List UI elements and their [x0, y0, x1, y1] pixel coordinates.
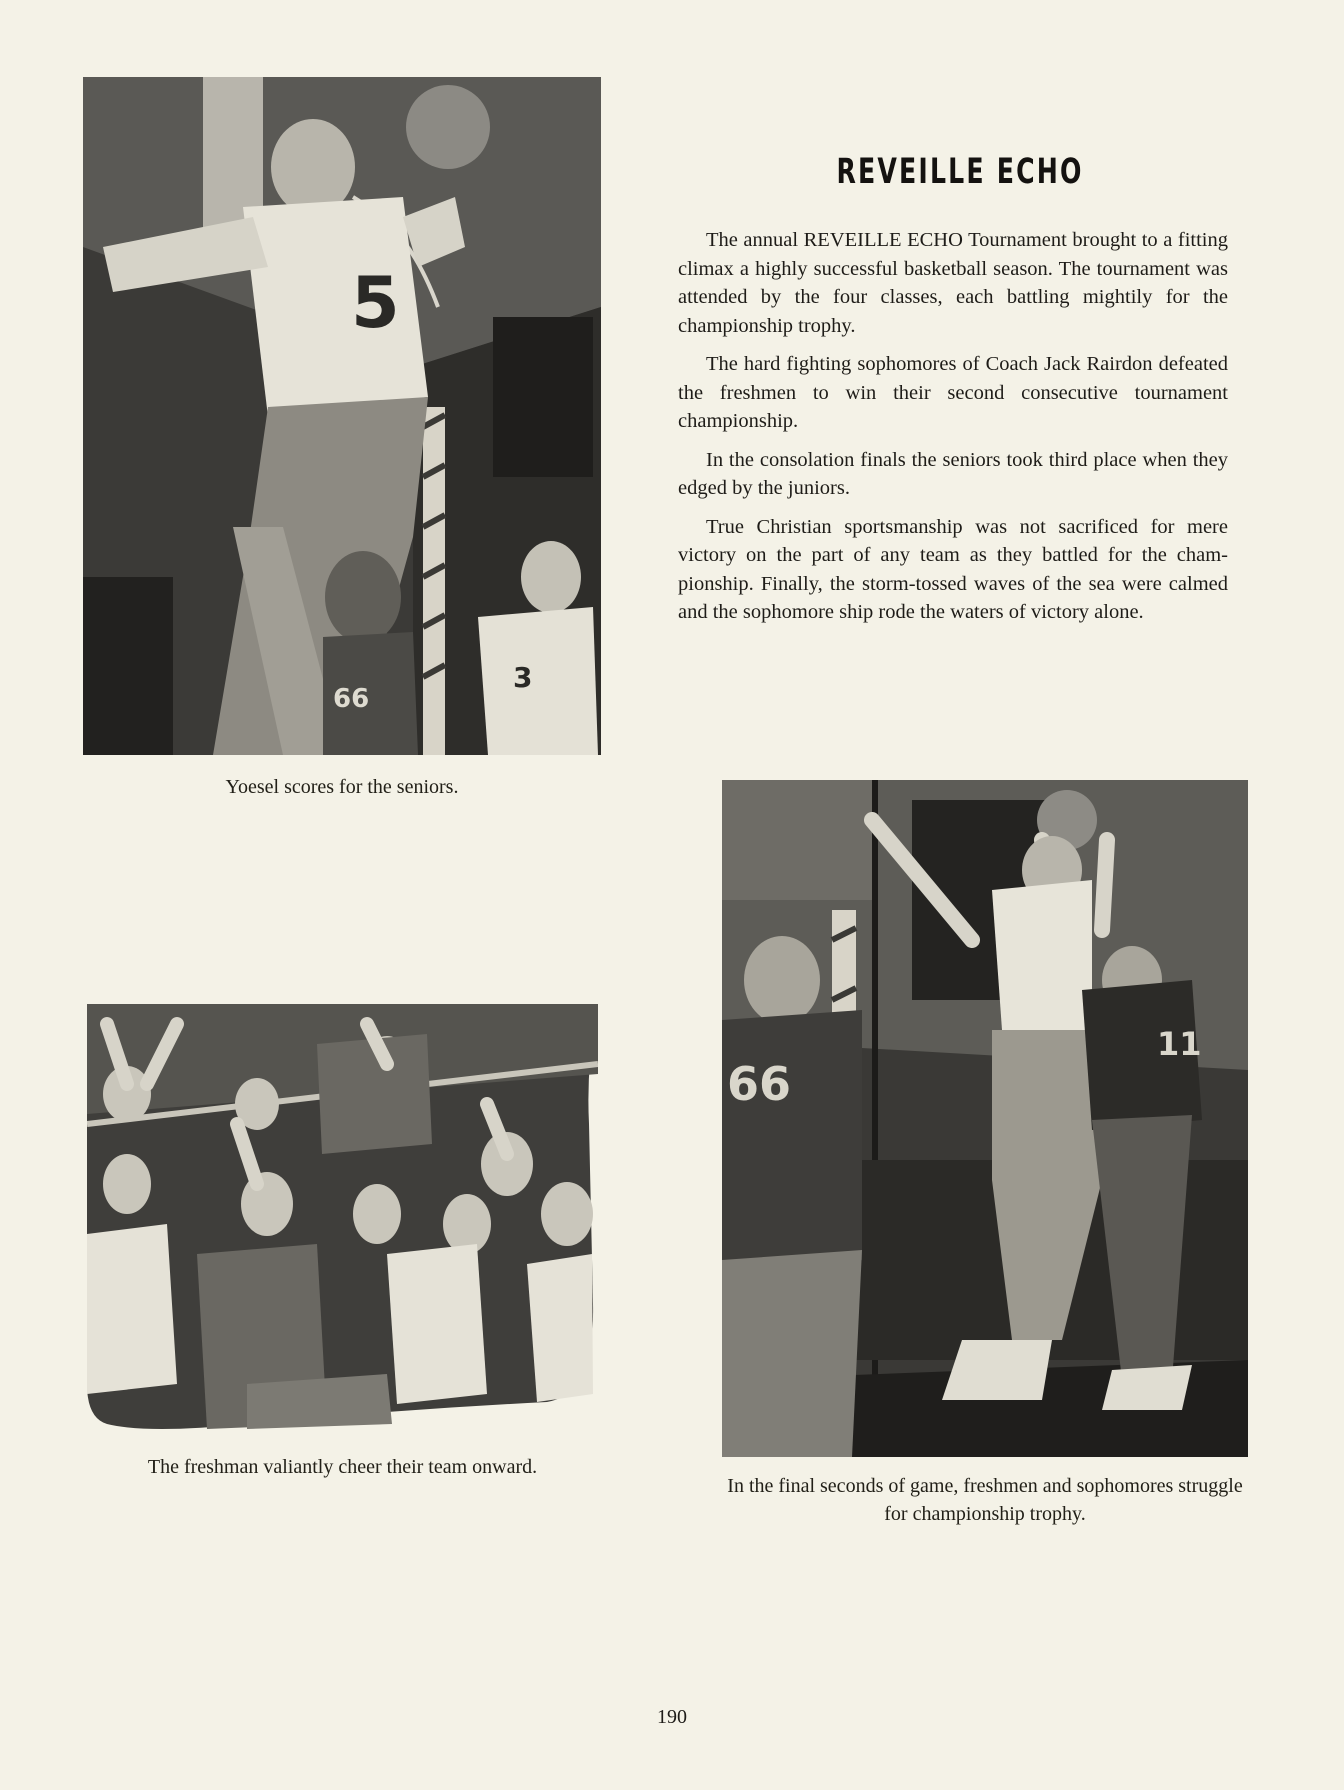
jersey-number-3: 3: [513, 661, 533, 694]
caption-final-seconds: In the final seconds of game, freshmen and sophomores struggle for championship trophy.: [727, 1475, 1243, 1525]
jersey-number-66: 66: [727, 1057, 792, 1111]
photo-final-seconds-image: [722, 780, 1248, 1457]
page-title: REVEILLE ECHO: [836, 152, 1084, 192]
article-body: [678, 226, 1228, 637]
article-paragraph-3: In the consolation finals the seniors took third place when they edged by the juniors.: [678, 448, 1228, 499]
jersey-number-66: 66: [333, 684, 370, 714]
photo-freshman-cheer: [87, 1004, 598, 1434]
jersey-number-11: 11: [1157, 1025, 1202, 1063]
jersey-number-5: 5: [351, 262, 400, 344]
caption-freshman-cheer: The freshman valiantly cheer their team onward.: [147, 1456, 538, 1478]
photo-final-seconds: [722, 780, 1248, 1457]
photo-seniors-score-image: [83, 77, 601, 755]
photo-freshman-cheer-image: [87, 1004, 598, 1434]
photo-seniors-score: [83, 77, 601, 755]
article-paragraph-4: True Christian sportsmanship was not sacrificed for mere victory on the part of any team as they battled for the championship. Finally, the storm-tossed waves of the sea were calmed and the sophomore ship rode the waters of victory alone.: [678, 515, 1228, 623]
article-paragraph-1: The annual REVEILLE ECHO Tournament brought to a fitting climax a highly successful basketball season. The tournament was attended by the four classes, each battling mightily for the championship trophy.: [678, 229, 1228, 337]
article-paragraph-2: The hard fighting sophomores of Coach Jack Rairdon defeated the freshmen to win their second consecutive tournament championship.: [678, 353, 1228, 432]
caption-seniors-score: Yoesel scores for the seniors.: [225, 776, 459, 798]
page-number: 190: [657, 1706, 687, 1728]
